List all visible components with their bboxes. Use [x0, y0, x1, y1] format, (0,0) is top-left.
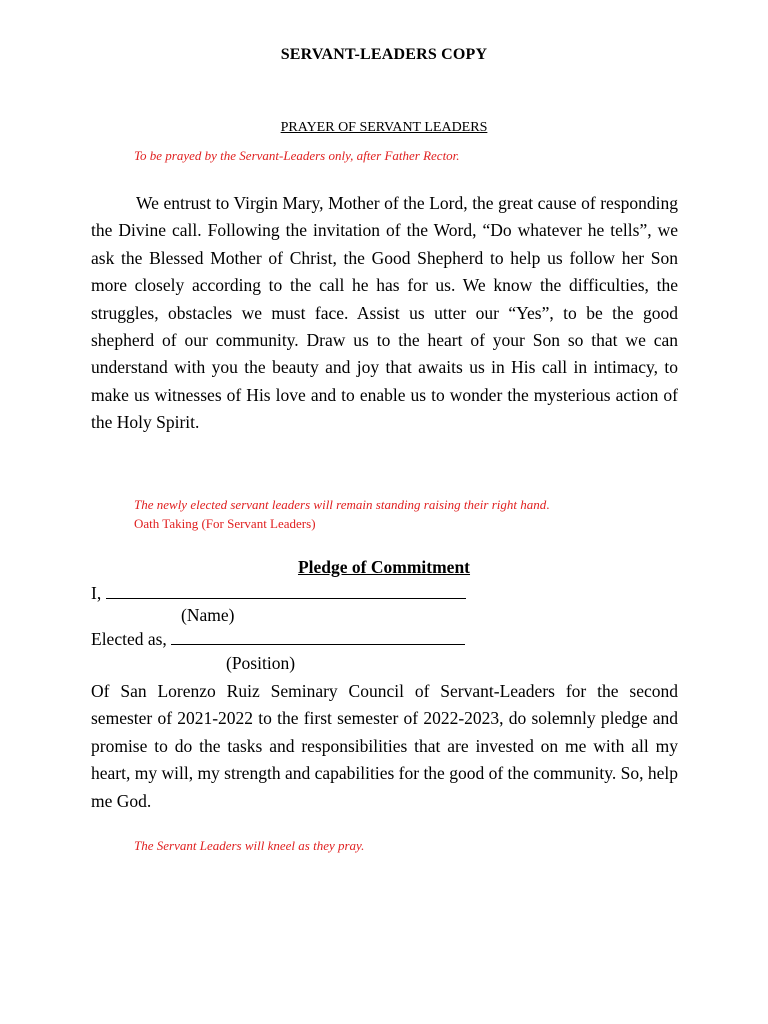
kneel-instruction: The Servant Leaders will kneel as they pray.	[134, 838, 365, 853]
name-caption: (Name)	[181, 605, 235, 625]
elected-as-label: Elected as,	[91, 629, 167, 649]
pledge-heading: Pledge of Commitment	[297, 557, 471, 577]
name-line	[91, 583, 466, 604]
position-blank	[171, 630, 465, 645]
standing-instruction	[134, 497, 549, 513]
position-caption: (Position)	[226, 653, 296, 673]
name-blank	[106, 584, 466, 599]
standing-instruction-text: The newly elected servant leaders will remain standing raising their right hand	[134, 497, 547, 512]
prayer-heading: PRAYER OF SERVANT LEADERS	[280, 120, 488, 135]
pledge-i-label: I,	[91, 583, 102, 603]
prayer-instruction: To be prayed by the Servant-Leaders only, after Father Rector.	[134, 148, 460, 163]
document-title: SERVANT-LEADERS COPY	[280, 46, 488, 63]
oath-taking-label: Oath Taking (For Servant Leaders)	[134, 516, 316, 531]
pledge-text: Of San Lorenzo Ruiz Seminary Council of Servant-Leaders for the second semester of 2021-2022 to the first semester of 2022-2023, do solemnly pledge and promise to do the tasks and responsibilities that are invested on me with all my heart, my will, my strength and capabilities for the good of the community. So, help me God.	[91, 681, 678, 811]
standing-instruction-period: .	[546, 497, 550, 512]
position-line	[91, 629, 465, 650]
prayer-text: We entrust to Virgin Mary, Mother of the Lord, the great cause of responding the Divine call. Following the invitation of the Word, “Do whatever he tells”, we ask the Blessed Mother of Christ, the Good Shepherd to help us follow her Son more closely according to the call he has for us. We know the difficulties, the struggles, obstacles we must face. Assist us utter our “Yes”, to be the good shepherd of our community. Draw us to the heart of your Son so that we can understand with you the beauty and joy that awaits us in His call in intimacy, to make us witnesses of His love and to enable us to wonder the mysterious action of the Holy Spirit.	[91, 193, 678, 433]
